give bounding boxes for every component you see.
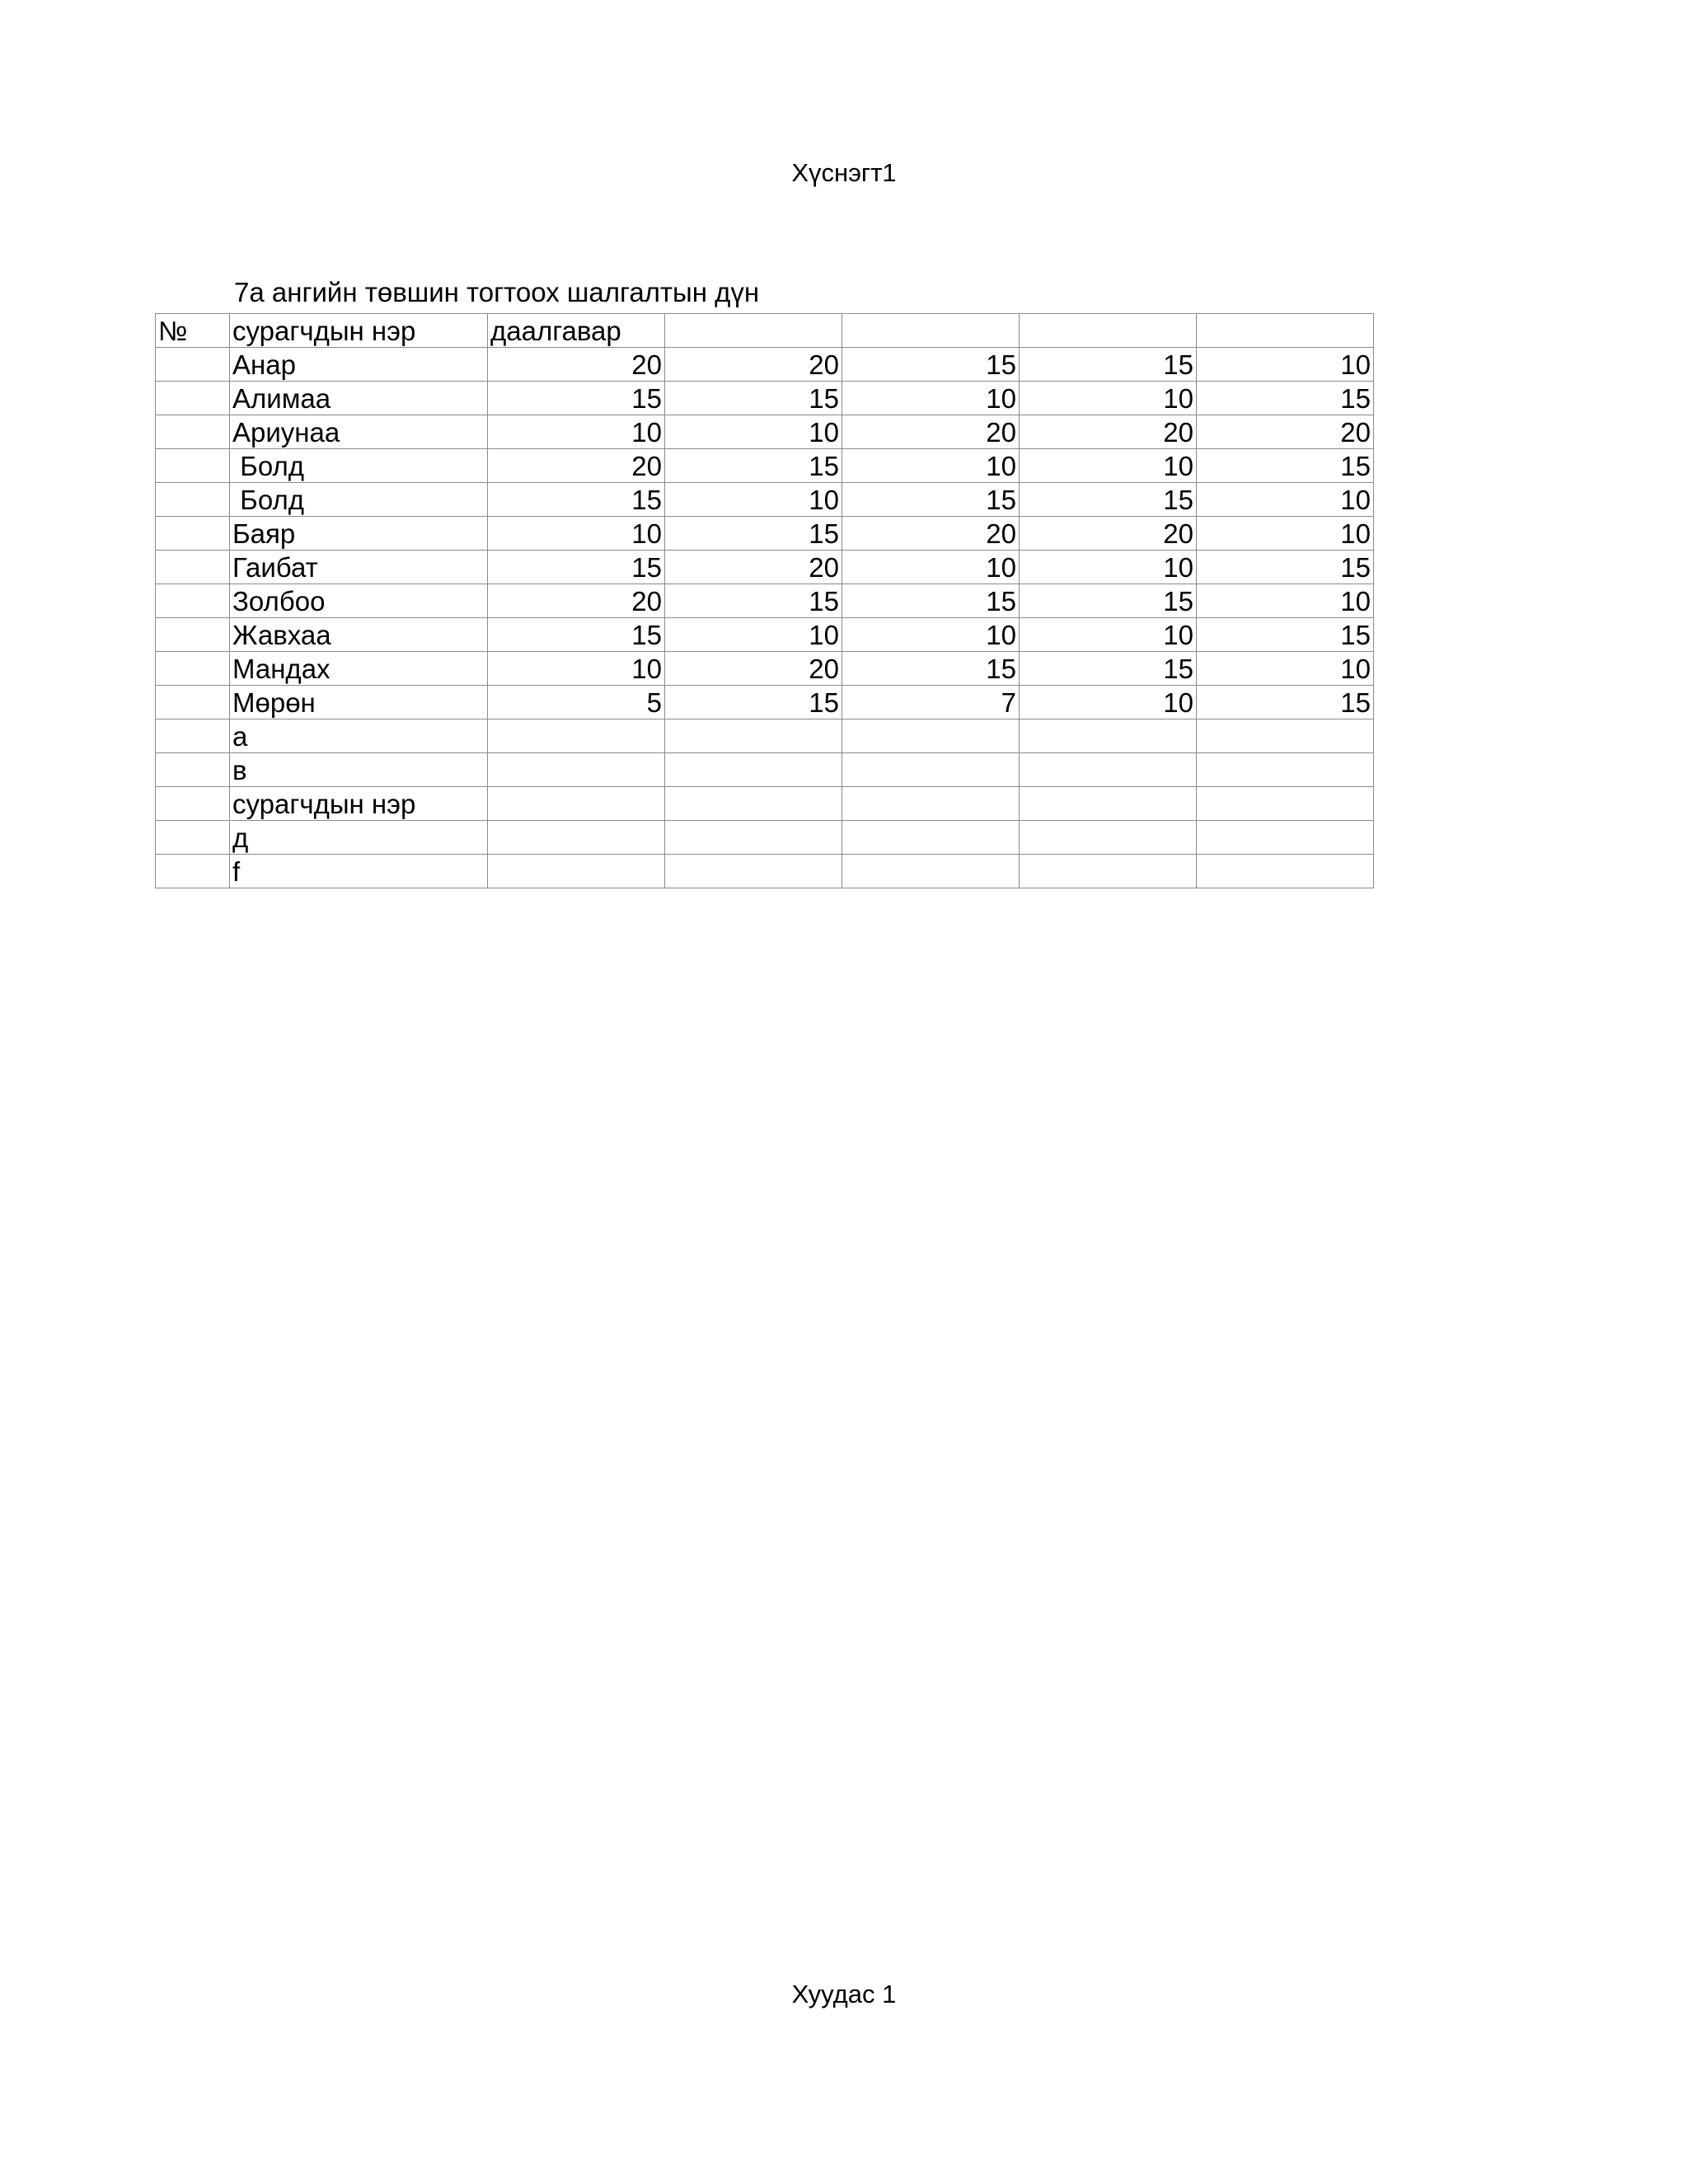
row-label-cell[interactable]: а <box>230 719 488 753</box>
row-number-cell[interactable] <box>156 719 230 753</box>
score-cell[interactable]: 10 <box>488 517 665 551</box>
score-cell[interactable]: 15 <box>1197 618 1374 652</box>
header-cell-no[interactable]: № <box>156 314 230 348</box>
empty-cell[interactable] <box>842 855 1020 888</box>
score-cell[interactable]: 20 <box>842 415 1020 449</box>
score-table <box>155 313 1374 888</box>
score-cell[interactable]: 15 <box>488 483 665 517</box>
score-cell[interactable]: 20 <box>488 584 665 618</box>
score-cell[interactable]: 20 <box>1020 415 1197 449</box>
student-name-cell[interactable]: Мандах <box>230 652 488 686</box>
score-cell[interactable]: 15 <box>1020 483 1197 517</box>
table-row <box>156 618 1374 652</box>
empty-cell[interactable] <box>1020 753 1197 787</box>
row-number-cell[interactable] <box>156 517 230 551</box>
table-header-row <box>156 314 1374 348</box>
row-number-cell[interactable] <box>156 787 230 821</box>
empty-cell[interactable] <box>842 821 1020 855</box>
score-cell[interactable]: 20 <box>665 652 842 686</box>
empty-cell[interactable] <box>488 855 665 888</box>
score-cell[interactable]: 10 <box>665 483 842 517</box>
table-row <box>156 652 1374 686</box>
empty-cell[interactable] <box>1197 855 1374 888</box>
row-label-cell[interactable]: f <box>230 855 488 888</box>
score-cell[interactable]: 20 <box>488 348 665 382</box>
score-cell[interactable]: 10 <box>1197 517 1374 551</box>
empty-cell[interactable] <box>488 719 665 753</box>
table-row <box>156 686 1374 719</box>
table-row <box>156 449 1374 483</box>
score-cell[interactable]: 7 <box>842 686 1020 719</box>
score-cell[interactable]: 10 <box>842 618 1020 652</box>
score-cell[interactable]: 15 <box>665 584 842 618</box>
student-name-cell[interactable]: Анар <box>230 348 488 382</box>
sheet-title: 7а ангийн төвшин тогтоох шалгалтын дүн <box>234 277 760 307</box>
table-row <box>156 719 1374 753</box>
empty-cell[interactable] <box>1020 787 1197 821</box>
score-cell[interactable]: 15 <box>665 382 842 415</box>
empty-cell[interactable] <box>842 719 1020 753</box>
student-name-cell[interactable]: Алимаа <box>230 382 488 415</box>
row-number-cell[interactable] <box>156 618 230 652</box>
table-row <box>156 787 1374 821</box>
score-cell[interactable]: 10 <box>842 449 1020 483</box>
score-cell[interactable]: 10 <box>1197 652 1374 686</box>
score-cell[interactable]: 5 <box>488 686 665 719</box>
row-label-cell[interactable]: д <box>230 821 488 855</box>
score-cell[interactable]: 15 <box>488 551 665 584</box>
score-cell[interactable]: 15 <box>1197 686 1374 719</box>
score-cell[interactable]: 10 <box>1020 618 1197 652</box>
empty-cell[interactable] <box>1020 855 1197 888</box>
student-name-cell[interactable]: Ариунаа <box>230 415 488 449</box>
score-cell[interactable]: 15 <box>1020 584 1197 618</box>
table-row <box>156 415 1374 449</box>
score-cell[interactable]: 10 <box>1197 483 1374 517</box>
score-cell[interactable]: 10 <box>1197 348 1374 382</box>
row-number-cell[interactable] <box>156 855 230 888</box>
empty-cell[interactable] <box>488 753 665 787</box>
empty-cell[interactable] <box>842 787 1020 821</box>
table-row <box>156 584 1374 618</box>
row-label-cell[interactable]: сурагчдын нэр <box>230 787 488 821</box>
empty-cell[interactable] <box>665 821 842 855</box>
table-cell[interactable] <box>665 314 842 348</box>
score-cell[interactable]: 10 <box>842 551 1020 584</box>
score-cell[interactable]: 10 <box>1020 382 1197 415</box>
table-cell[interactable] <box>842 314 1020 348</box>
score-cell[interactable]: 10 <box>1020 686 1197 719</box>
score-cell[interactable]: 10 <box>842 382 1020 415</box>
score-cell[interactable]: 15 <box>842 483 1020 517</box>
table-cell[interactable] <box>1020 314 1197 348</box>
score-cell[interactable]: 15 <box>665 517 842 551</box>
score-cell[interactable]: 15 <box>1020 348 1197 382</box>
empty-cell[interactable] <box>665 855 842 888</box>
score-cell[interactable]: 15 <box>1197 449 1374 483</box>
score-cell[interactable]: 15 <box>1197 551 1374 584</box>
empty-cell[interactable] <box>665 719 842 753</box>
table-row <box>156 382 1374 415</box>
empty-cell[interactable] <box>488 821 665 855</box>
score-cell[interactable]: 15 <box>488 382 665 415</box>
score-cell[interactable]: 15 <box>842 584 1020 618</box>
score-cell[interactable]: 10 <box>665 618 842 652</box>
score-cell[interactable]: 10 <box>1020 551 1197 584</box>
table-cell[interactable] <box>1197 314 1374 348</box>
empty-cell[interactable] <box>665 753 842 787</box>
row-number-cell[interactable] <box>156 821 230 855</box>
student-name-cell[interactable]: Болд <box>230 449 488 483</box>
empty-cell[interactable] <box>1197 719 1374 753</box>
score-cell[interactable]: 10 <box>488 652 665 686</box>
score-cell[interactable]: 20 <box>488 449 665 483</box>
score-cell[interactable]: 10 <box>665 415 842 449</box>
row-number-cell[interactable] <box>156 348 230 382</box>
score-cell[interactable]: 15 <box>1020 652 1197 686</box>
table-row <box>156 517 1374 551</box>
score-cell[interactable]: 20 <box>1020 517 1197 551</box>
row-number-cell[interactable] <box>156 686 230 719</box>
row-number-cell[interactable] <box>156 483 230 517</box>
empty-cell[interactable] <box>665 787 842 821</box>
empty-cell[interactable] <box>1197 753 1374 787</box>
row-number-cell[interactable] <box>156 382 230 415</box>
header-cell-task[interactable]: даалгавар <box>488 314 665 348</box>
table-row <box>156 821 1374 855</box>
score-cell[interactable]: 10 <box>488 415 665 449</box>
score-cell[interactable]: 15 <box>842 348 1020 382</box>
table-row <box>156 855 1374 888</box>
student-name-cell[interactable]: Болд <box>230 483 488 517</box>
empty-cell[interactable] <box>1197 821 1374 855</box>
row-number-cell[interactable] <box>156 415 230 449</box>
table-row <box>156 551 1374 584</box>
score-cell[interactable]: 10 <box>1197 584 1374 618</box>
empty-cell[interactable] <box>842 753 1020 787</box>
empty-cell[interactable] <box>1197 787 1374 821</box>
score-cell[interactable]: 15 <box>842 652 1020 686</box>
row-number-cell[interactable] <box>156 753 230 787</box>
row-number-cell[interactable] <box>156 584 230 618</box>
row-number-cell[interactable] <box>156 449 230 483</box>
empty-cell[interactable] <box>488 787 665 821</box>
student-name-cell[interactable]: Баяр <box>230 517 488 551</box>
row-label-cell[interactable]: в <box>230 753 488 787</box>
empty-cell[interactable] <box>1020 821 1197 855</box>
score-cell[interactable]: 15 <box>1197 382 1374 415</box>
score-cell[interactable]: 20 <box>665 551 842 584</box>
row-number-cell[interactable] <box>156 551 230 584</box>
student-name-cell[interactable]: Жавхаа <box>230 618 488 652</box>
header-cell-name[interactable]: сурагчдын нэр <box>230 314 488 348</box>
page-footer: Хуудас 1 <box>791 1980 897 2008</box>
page-header: Хүснэгт1 <box>791 158 897 187</box>
row-number-cell[interactable] <box>156 652 230 686</box>
score-cell[interactable]: 15 <box>488 618 665 652</box>
score-cell[interactable]: 20 <box>1197 415 1374 449</box>
score-cell[interactable]: 10 <box>1020 449 1197 483</box>
table-row <box>156 483 1374 517</box>
score-cell[interactable]: 15 <box>665 686 842 719</box>
student-name-cell[interactable]: Гаибат <box>230 551 488 584</box>
student-name-cell[interactable]: Мөрөн <box>230 686 488 719</box>
score-cell[interactable]: 20 <box>842 517 1020 551</box>
table-row <box>156 348 1374 382</box>
score-cell[interactable]: 20 <box>665 348 842 382</box>
table-row <box>156 753 1374 787</box>
student-name-cell[interactable]: Золбоо <box>230 584 488 618</box>
empty-cell[interactable] <box>1020 719 1197 753</box>
score-cell[interactable]: 15 <box>665 449 842 483</box>
